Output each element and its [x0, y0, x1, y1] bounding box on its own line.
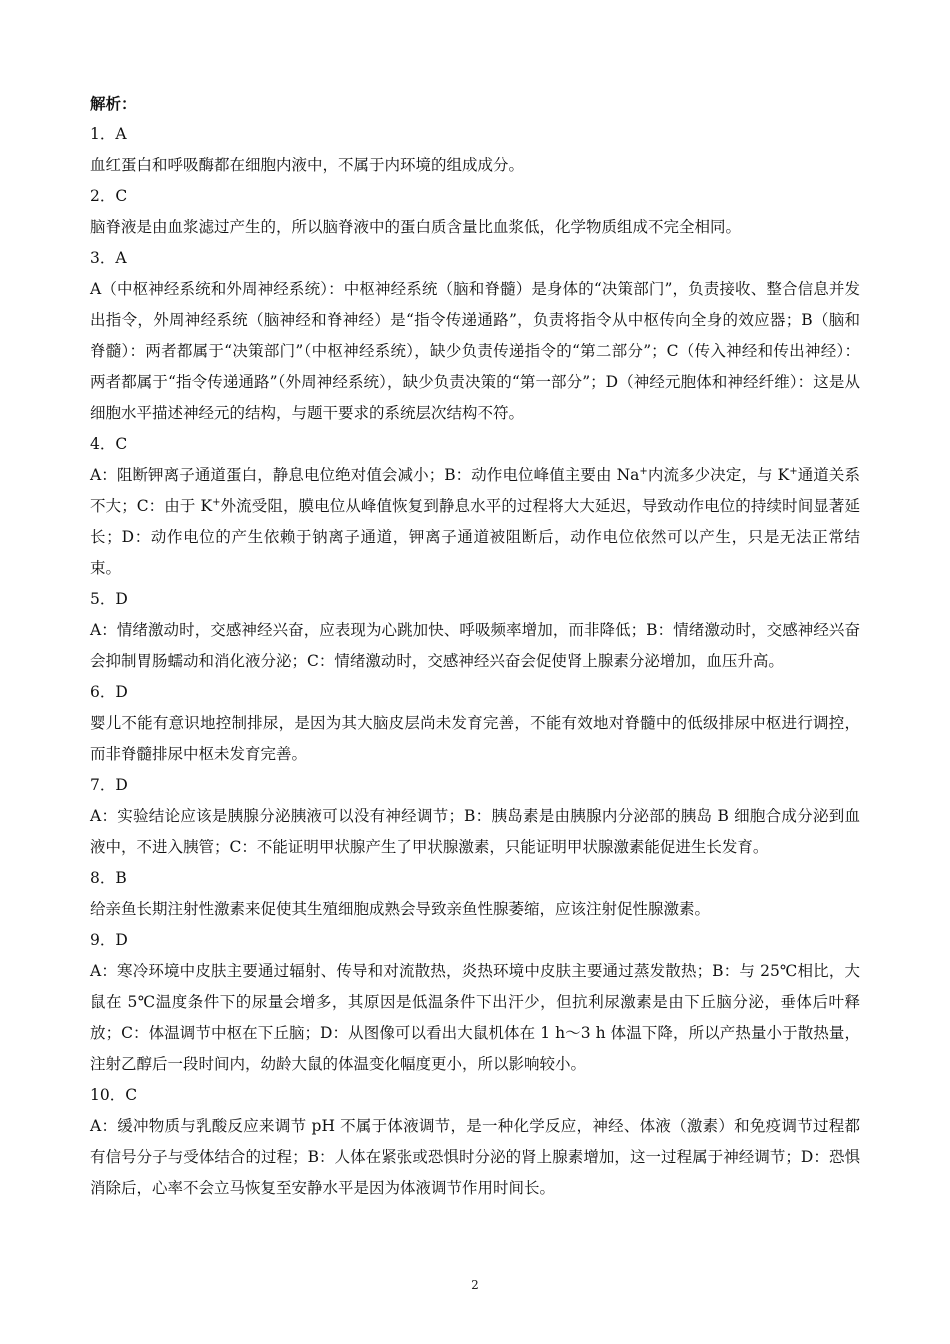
superscript-charge: + — [639, 465, 648, 477]
answer-number: 9．D — [90, 931, 128, 949]
answer-explanation — [90, 460, 860, 584]
answer-10 — [90, 1080, 860, 1204]
text-segment: 外流受阻，膜电位从峰值恢复到静息水平的过程将大大延迟，导致动作电位的持续时间显著延长；D：动作电位的产生依赖于钠离子通道，钾离子通道被阻断后，动作电位依然可以产生，只是无法正常结束。 — [90, 497, 860, 577]
answer-2 — [90, 181, 860, 243]
answer-8 — [90, 863, 860, 925]
answer-number: 3．A — [90, 249, 127, 267]
text-segment: 内流多少决定，与 K — [647, 466, 790, 484]
answer-number: 5．D — [90, 590, 128, 608]
answer-1 — [90, 119, 860, 181]
answer-explanations — [90, 88, 860, 1204]
answer-explanation: A：寒冷环境中皮肤主要通过辐射、传导和对流散热，炎热环境中皮肤主要通过蒸发散热；B：与 25℃相比，大鼠在 5℃温度条件下的尿量会增多，其原因是低温条件下出汗少，但抗利尿激素是由下丘脑分泌，垂体后叶释放；C：体温调节中枢在下丘脑；D：从图像可以看出大鼠机体在 1 h～3 h 体温下降，所以产热量小于散热量，注射乙醇后一段时间内，幼龄大鼠的体温变化幅度更小，所以影响较小。 — [90, 962, 860, 1073]
text-segment: 通道关系不大；C：由于 K — [90, 466, 860, 515]
answer-explanation: 婴儿不能有意识地控制排尿，是因为其大脑皮层尚未发育完善，不能有效地对脊髓中的低级排尿中枢进行调控，而非脊髓排尿中枢未发育完善。 — [90, 714, 860, 763]
answer-explanation: A（中枢神经系统和外周神经系统）：中枢神经系统（脑和脊髓）是身体的“决策部门”，负责接收、整合信息并发出指令，外周神经系统（脑神经和脊神经）是“指令传递通路”，负责将指令从中枢传向全身的效应器；B（脑和脊髓）：两者都属于“决策部门”（中枢神经系统），缺少负责传递指令的“第二部分”；C（传入神经和传出神经）：两者都属于“指令传递通路”（外周神经系统），缺少负责决策的“第一部分”；D（神经元胞体和神经纤维）：这是从细胞水平描述神经元的结构，与题干要求的系统层次结构不符。 — [90, 280, 860, 422]
answer-3 — [90, 243, 860, 429]
answer-9 — [90, 925, 860, 1080]
section-heading: 解析： — [90, 94, 137, 113]
answer-number: 2．C — [90, 187, 128, 205]
superscript-charge: + — [212, 496, 221, 508]
answer-number: 10．C — [90, 1086, 138, 1104]
answer-number: 6．D — [90, 683, 128, 701]
text-segment: A：阻断钾离子通道蛋白，静息电位绝对值会减小；B：动作电位峰值主要由 Na — [90, 466, 640, 484]
answer-6 — [90, 677, 860, 770]
superscript-charge: + — [789, 465, 798, 477]
answer-explanation: 给亲鱼长期注射性激素来促使其生殖细胞成熟会导致亲鱼性腺萎缩，应该注射促性腺激素。 — [90, 900, 711, 918]
answer-explanation: 脑脊液是由血浆滤过产生的，所以脑脊液中的蛋白质含量比血浆低，化学物质组成不完全相同。 — [90, 218, 742, 236]
answer-number: 7．D — [90, 776, 128, 794]
answer-explanation: A：情绪激动时，交感神经兴奋，应表现为心跳加快、呼吸频率增加，而非降低；B：情绪激动时，交感神经兴奋会抑制胃肠蠕动和消化液分泌；C：情绪激动时，交感神经兴奋会促使肾上腺素分泌增加，血压升高。 — [90, 621, 860, 670]
answer-explanation: A：实验结论应该是胰腺分泌胰液可以没有神经调节；B：胰岛素是由胰腺内分泌部的胰岛 B 细胞合成分泌到血液中，不进入胰管；C：不能证明甲状腺产生了甲状腺激素，只能证明甲状腺激素能促进生长发育。 — [90, 807, 860, 856]
answer-4 — [90, 429, 860, 584]
page-number: 2 — [471, 1278, 479, 1292]
answer-number: 8．B — [90, 869, 127, 887]
answer-explanation: A：缓冲物质与乳酸反应来调节 pH 不属于体液调节，是一种化学反应，神经、体液（激素）和免疫调节过程都有信号分子与受体结合的过程；B：人体在紧张或恐惧时分泌的肾上腺素增加，这一过程属于神经调节；D：恐惧消除后，心率不会立马恢复至安静水平是因为体液调节作用时间长。 — [90, 1117, 860, 1197]
answer-7 — [90, 770, 860, 863]
answer-number: 4．C — [90, 435, 128, 453]
answer-explanation: 血红蛋白和呼吸酶都在细胞内液中，不属于内环境的组成成分。 — [90, 156, 525, 174]
answer-5 — [90, 584, 860, 677]
answer-number: 1．A — [90, 125, 127, 143]
